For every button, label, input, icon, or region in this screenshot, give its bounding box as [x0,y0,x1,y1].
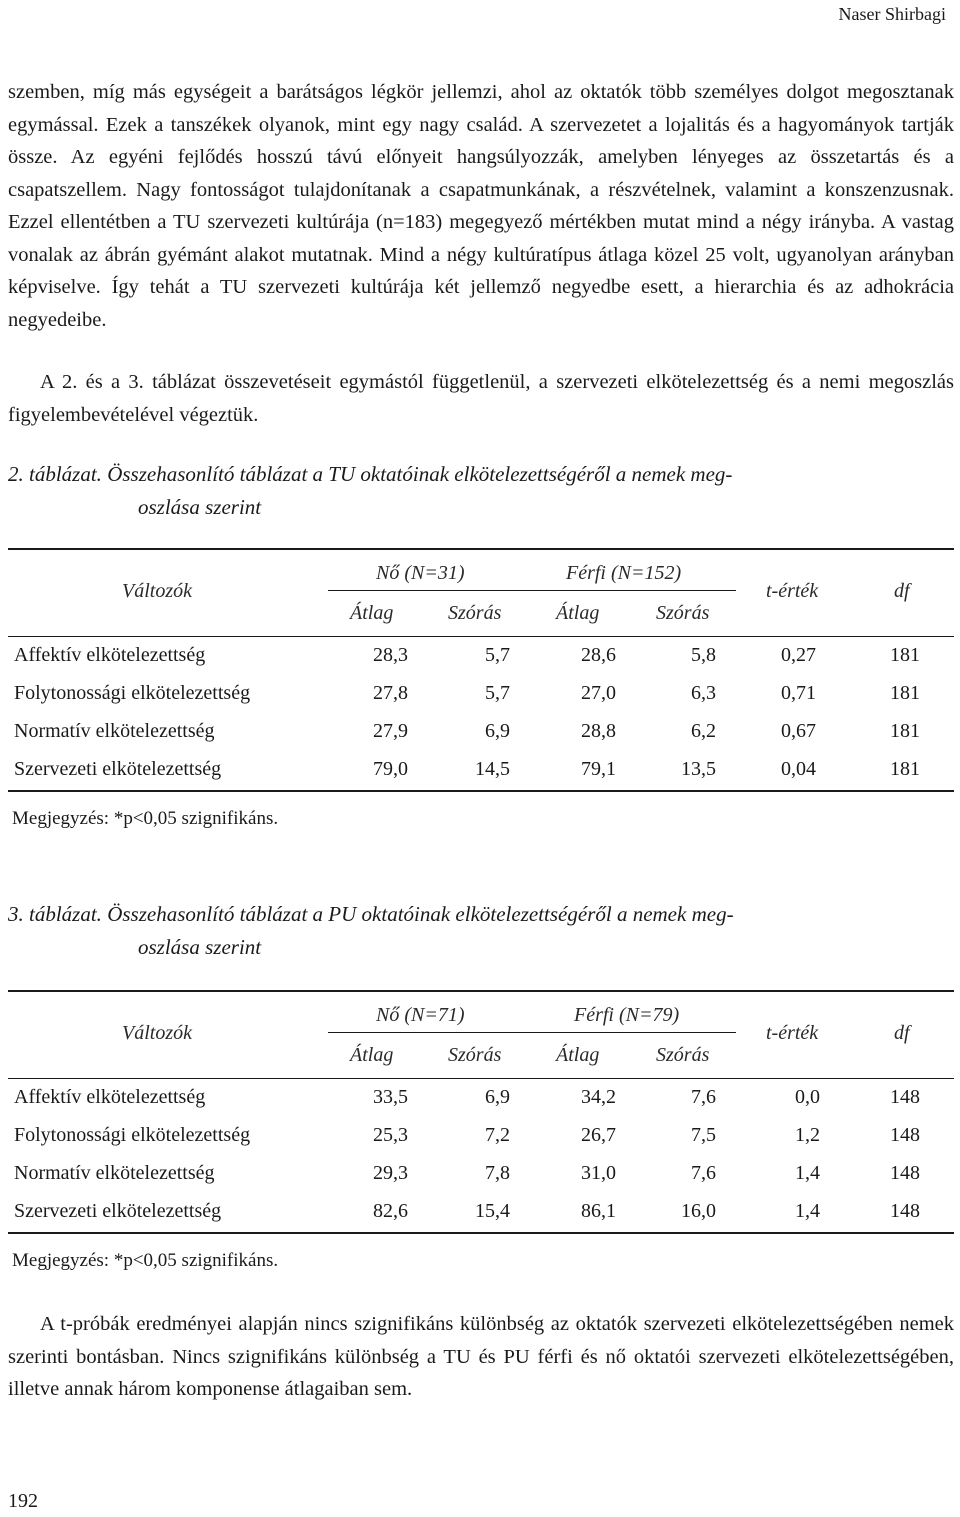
sd-male: 16,0 [681,1200,716,1222]
mean-female: 25,3 [373,1124,408,1146]
sd-male: 6,2 [691,720,716,742]
body-paragraph-3: A t-próbák eredményei alapján nincs szignifikáns különbség az oktatók szervezeti elkötelezettségében nemek szerinti bontásban. Nincs szignifikáns különbség a TU és PU férfi és nő oktatói szervezeti elkötelezettségében, illetve annak három komponense átlagaiban sem. [8,1313,954,1400]
sd-female: 5,7 [485,644,510,666]
table-2-bottom-rule [8,790,954,792]
running-header: Naser Shirbagi [838,4,946,24]
table-2-header-mean-1: Átlag [350,602,394,624]
body-paragraph-2: A 2. és a 3. táblázat összevetéseit egymástól függetlenül, a szervezeti elkötelezettség és a nemi megoszlás figyelembevételével végeztük. [8,371,954,426]
table-3-note: Megjegyzés: *p<0,05 szignifikáns. [12,1250,279,1271]
table-2-caption-text: Összehasonlító táblázat a TU oktatóinak elkötelezettségéről a nemek meg- [107,462,733,486]
table-2-header-variables: Változók [122,580,192,602]
t-value: 1,4 [795,1200,820,1222]
page-number: 192 [8,1490,38,1512]
mean-male: 28,6 [581,644,616,666]
t-value: 0,04 [781,758,816,780]
table-3-header-df: df [894,1022,910,1044]
table-3-header-rule [8,1078,954,1079]
sd-female: 6,9 [485,1086,510,1108]
mean-male: 31,0 [581,1162,616,1184]
sd-male: 7,6 [691,1162,716,1184]
table-3-header-mean-1: Átlag [350,1044,394,1066]
sd-female: 7,8 [485,1162,510,1184]
table-3-top-rule [8,990,954,992]
sd-female: 7,2 [485,1124,510,1146]
table-2-header-rule [8,636,954,637]
df-value: 181 [890,758,920,780]
mean-female: 29,3 [373,1162,408,1184]
table-3-caption [8,898,954,964]
mean-female: 27,9 [373,720,408,742]
row-label: Normatív elkötelezettség [14,1162,215,1184]
table-2-header-group-male: Férfi (N=152) [566,562,682,584]
table-3-header-group-male: Férfi (N=79) [574,1004,680,1026]
table-2-header-mean-2: Átlag [556,602,600,624]
t-value: 0,27 [781,644,816,666]
table-3-caption-text: Összehasonlító táblázat a PU oktatóinak elkötelezettségéről a nemek meg- [107,902,734,926]
table-3-header-group-female: Nő (N=71) [376,1004,465,1026]
table-2-header-sd-1: Szórás [448,602,502,624]
row-label: Szervezeti elkötelezettség [14,758,222,780]
table-2-header-sd-2: Szórás [656,602,710,624]
sd-female: 15,4 [475,1200,510,1222]
body-paragraph-1: szemben, míg más egységeit a barátságos légkör jellemzi, ahol az oktatók több személyes dolgot megosztanak egymással. Ezek a tanszékek olyanok, mint egy nagy család. A szervezetet a lojalitás és a hagyományok tartják össze. Az egyéni fejlődés hosszú távú előnyeit hangsúlyozzák, amelyben lényeges az összetartás és a csapatszellem. Nagy fontosságot tulajdonítanak a csapatmunkának, a részvételnek, valamint a konszenzusnak. Ezzel ellentétben a TU szervezeti kultúrája (n=183) megegyező mértékben mutat mind a négy irányba. A vastag vonalak az ábrán gyémánt alakot mutatnak. Mind a négy kultúratípus átlaga közel 25 volt, ugyanolyan arányban képviselve. Így tehát a TU szervezeti kultúrája két jellemző negyedbe esett, a hierarchia és az adhokrácia negyedeibe. [8,81,954,331]
mean-female: 28,3 [373,644,408,666]
sd-female: 5,7 [485,682,510,704]
table-2-caption-text-2: oszlása szerint [138,495,262,519]
table-3-header-mean-2: Átlag [556,1044,600,1066]
mean-female: 33,5 [373,1086,408,1108]
row-label: Affektív elkötelezettség [14,644,206,666]
table-2-group-rule [328,590,736,591]
df-value: 181 [890,682,920,704]
t-value: 1,2 [795,1124,820,1146]
table-3-group-rule [328,1032,736,1033]
mean-male: 27,0 [581,682,616,704]
mean-male: 86,1 [581,1200,616,1222]
sd-male: 13,5 [681,758,716,780]
sd-male: 6,3 [691,682,716,704]
table-2-caption [8,458,954,524]
table-3-header-t: t-érték [766,1022,819,1044]
table-2-note: Megjegyzés: *p<0,05 szignifikáns. [12,808,279,829]
mean-female: 82,6 [373,1200,408,1222]
mean-female: 27,8 [373,682,408,704]
table-2-header-t: t-érték [766,580,819,602]
df-value: 181 [890,720,920,742]
row-label: Normatív elkötelezettség [14,720,215,742]
sd-male: 7,6 [691,1086,716,1108]
df-value: 148 [890,1162,920,1184]
sd-male: 5,8 [691,644,716,666]
table-3-bottom-rule [8,1232,954,1234]
table-3-header-sd-2: Szórás [656,1044,710,1066]
mean-male: 34,2 [581,1086,616,1108]
table-3-header-sd-1: Szórás [448,1044,502,1066]
mean-male: 79,1 [581,758,616,780]
mean-female: 79,0 [373,758,408,780]
table-3-caption-number: 3. táblázat. [8,902,102,926]
t-value: 1,4 [795,1162,820,1184]
t-value: 0,67 [781,720,816,742]
table-3-caption-text-2: oszlása szerint [138,935,262,959]
table-2-header-df: df [894,580,910,602]
sd-male: 7,5 [691,1124,716,1146]
row-label: Folytonossági elkötelezettség [14,682,251,704]
row-label: Folytonossági elkötelezettség [14,1124,251,1146]
table-2-top-rule [8,548,954,550]
t-value: 0,0 [795,1086,820,1108]
df-value: 148 [890,1124,920,1146]
mean-male: 26,7 [581,1124,616,1146]
table-3-header-variables: Változók [122,1022,192,1044]
table-2 [8,548,954,793]
sd-female: 14,5 [475,758,510,780]
df-value: 148 [890,1086,920,1108]
table-2-header-group-female: Nő (N=31) [376,562,465,584]
sd-female: 6,9 [485,720,510,742]
table-3 [8,990,954,1235]
row-label: Affektív elkötelezettség [14,1086,206,1108]
mean-male: 28,8 [581,720,616,742]
table-2-caption-number: 2. táblázat. [8,462,102,486]
df-value: 148 [890,1200,920,1222]
row-label: Szervezeti elkötelezettség [14,1200,222,1222]
df-value: 181 [890,644,920,666]
t-value: 0,71 [781,682,816,704]
